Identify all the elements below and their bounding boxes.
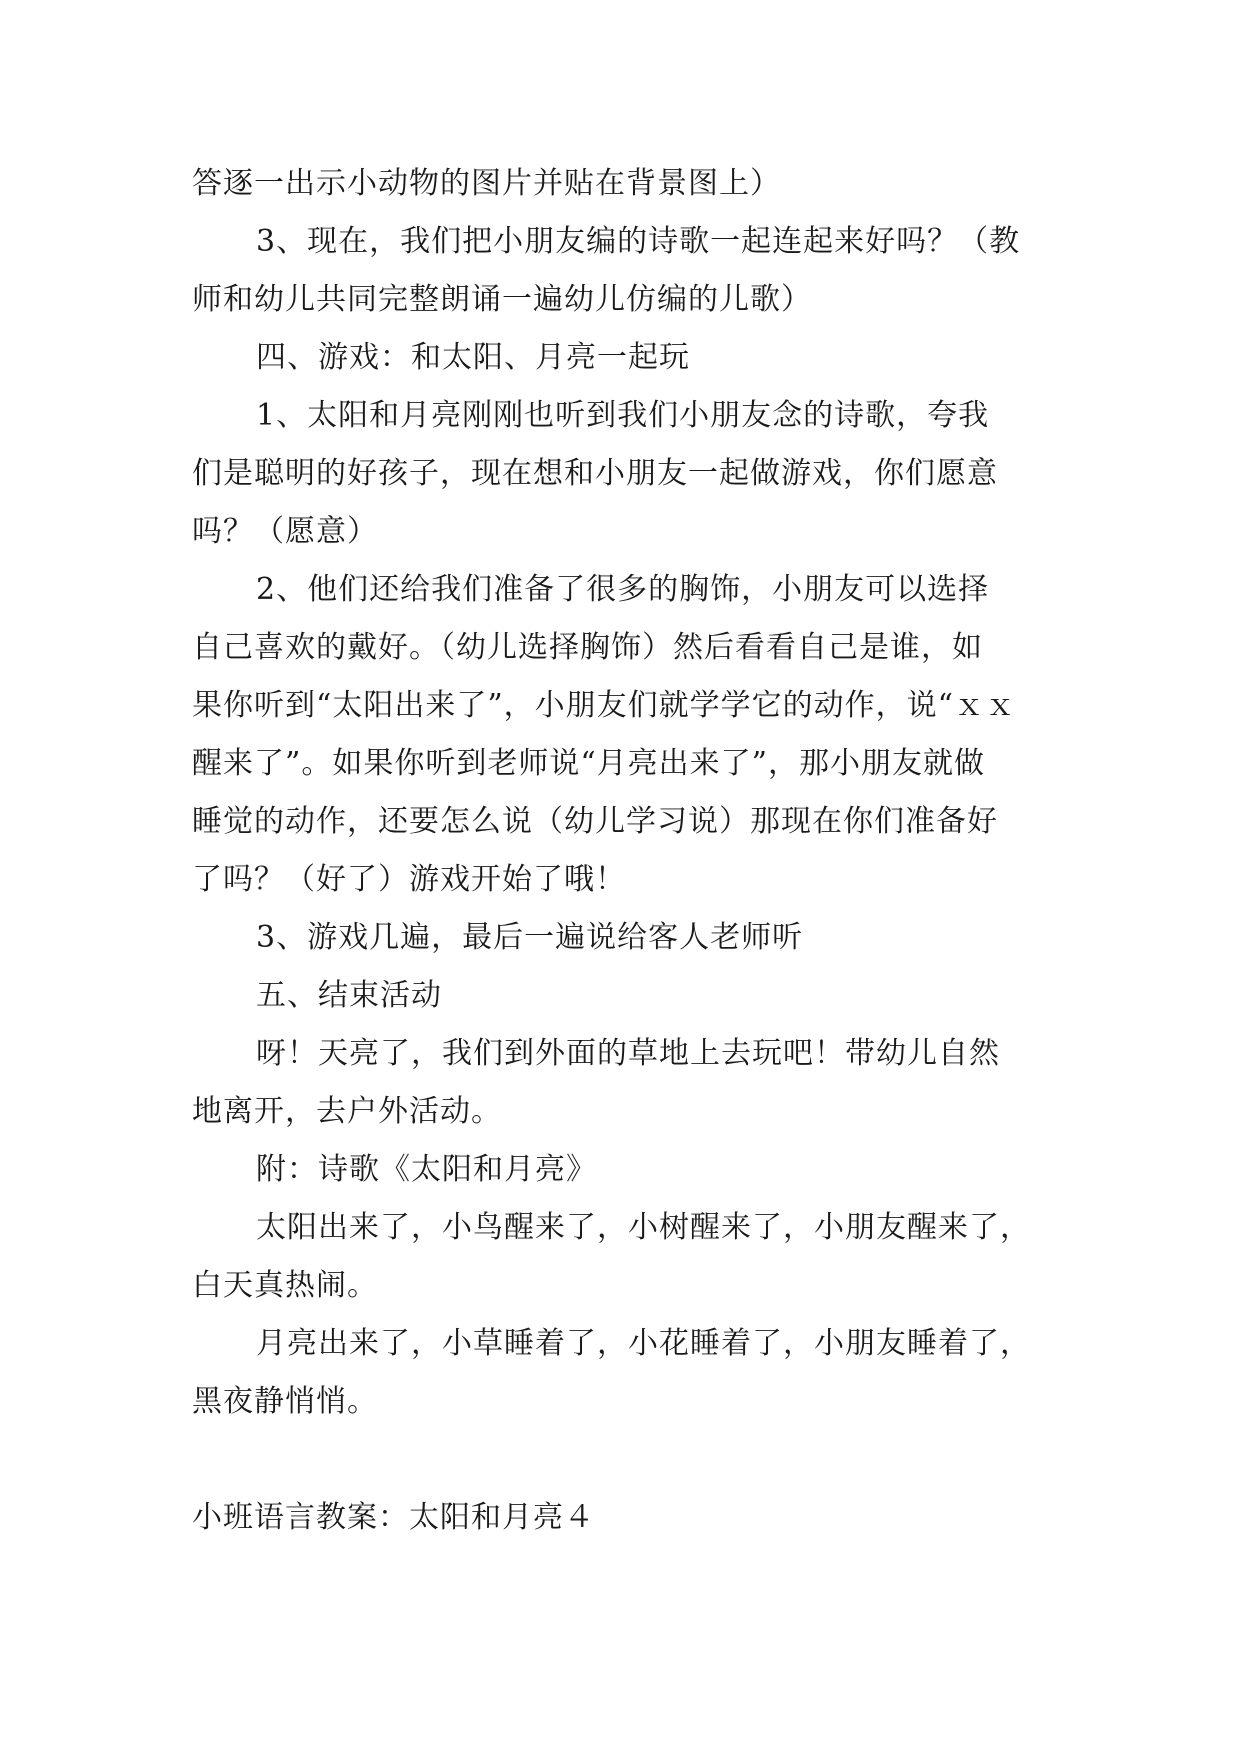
section-heading-end: 五、结束活动	[256, 978, 442, 1013]
text-line-5: 1、太阳和月亮刚刚也听到我们小朋友念的诗歌，夸我	[256, 398, 990, 433]
section-heading-game: 四、游戏：和太阳、月亮一起玩	[256, 340, 690, 375]
text-line-13: 了吗？（好了）游戏开始了哦！	[192, 862, 626, 897]
text-line-7: 吗？（愿意）	[192, 514, 378, 549]
poem-title: 附：诗歌《太阳和月亮》	[256, 1152, 597, 1187]
text-line-9: 自己喜欢的戴好。（幼儿选择胸饰）然后看看自己是谁，如	[192, 630, 983, 665]
poem-line-2: 白天真热闹。	[192, 1268, 378, 1303]
text-line-17: 地离开，去户外活动。	[192, 1094, 502, 1129]
text-line-3: 师和幼儿共同完整朗诵一遍幼儿仿编的儿歌）	[192, 282, 812, 317]
text-line-16: 呀！天亮了，我们到外面的草地上去玩吧！带幼儿自然	[256, 1036, 1000, 1071]
text-line-14: 3、游戏几遍，最后一遍说给客人老师听	[256, 920, 804, 955]
document-heading: 小班语言教案：太阳和月亮４	[192, 1500, 595, 1535]
text-line-12: 睡觉的动作，还要怎么说（幼儿学习说）那现在你们准备好	[192, 804, 998, 839]
text-line-10: 果你听到“太阳出来了”，小朋友们就学学它的动作，说“ｘｘ	[192, 688, 1017, 723]
poem-line-4: 黑夜静悄悄。	[192, 1384, 378, 1419]
text-line-6: 们是聪明的好孩子，现在想和小朋友一起做游戏，你们愿意	[192, 456, 998, 491]
poem-line-3: 月亮出来了，小草睡着了，小花睡着了，小朋友睡着了，	[256, 1326, 1031, 1361]
poem-line-1: 太阳出来了，小鸟醒来了，小树醒来了，小朋友醒来了，	[256, 1210, 1031, 1245]
text-line-1: 答逐一出示小动物的图片并贴在背景图上）	[192, 166, 781, 201]
text-line-2: 3、现在，我们把小朋友编的诗歌一起连起来好吗？（教	[256, 224, 1021, 259]
text-line-8: 2、他们还给我们准备了很多的胸饰，小朋友可以选择	[256, 572, 990, 607]
text-line-11: 醒来了”。如果你听到老师说“月亮出来了”，那小朋友就做	[192, 746, 986, 781]
